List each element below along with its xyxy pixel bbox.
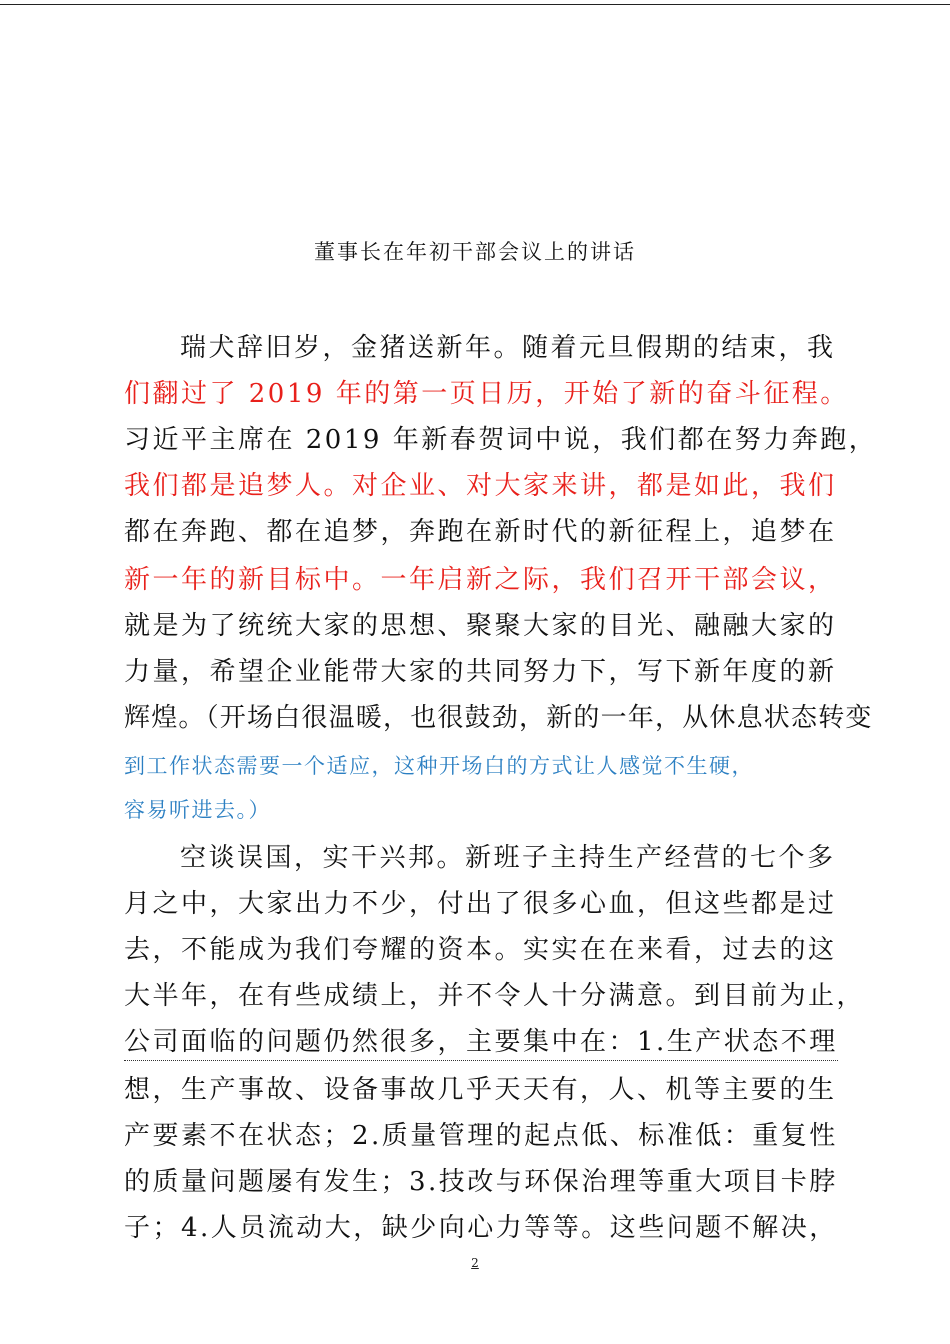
text-line: 想，生产事故、设备事故几乎天天有，人、机等主要的生 (124, 1075, 837, 1105)
text-line: 大半年，在有些成绩上，并不令人十分满意。到目前为止， (124, 981, 866, 1011)
text-line: 瑞犬辞旧岁，金猪送新年。随着元旦假期的结束，我 (180, 333, 836, 363)
header-rule (0, 4, 950, 5)
text-line: 空谈误国，实干兴邦。新班子主持生产经营的七个多 (180, 843, 836, 873)
page-number: 2 (471, 1256, 479, 1270)
highlighted-text-line: 我们都是追梦人。对企业、对大家来讲，都是如此，我们 (124, 471, 837, 501)
annotation-line: 到工作状态需要一个适应，这种开场白的方式让人感觉不生硬， (124, 754, 754, 778)
text-line: 就是为了统统大家的思想、聚聚大家的目光、融融大家的 (124, 611, 837, 641)
text-line: 产要素不在状态；2.质量管理的起点低、标准低：重复性 (124, 1121, 838, 1151)
text-line: 辉煌。（开场白很温暖，也很鼓劲，新的一年，从休息状态转变 (124, 703, 873, 733)
highlighted-text-line: 们翻过了 2019 年的第一页日历，开始了新的奋斗征程。 (124, 379, 849, 409)
text-line: 去，不能成为我们夸耀的资本。实实在在来看，过去的这 (124, 935, 837, 965)
highlighted-text-line: 新一年的新目标中。一年启新之际，我们召开干部会议， (124, 565, 837, 595)
text-line: 习近平主席在 2019 年新春贺词中说，我们都在努力奔跑， (124, 425, 878, 455)
text-line: 都在奔跑、都在追梦，奔跑在新时代的新征程上，追梦在 (124, 517, 837, 547)
page-title: 董事长在年初干部会议上的讲话 (314, 240, 636, 264)
text-line: 力量，希望企业能带大家的共同努力下，写下新年度的新 (124, 657, 837, 687)
text-line: 的质量问题屡有发生；3.技改与环保治理等重大项目卡脖 (124, 1167, 838, 1197)
text-line: 月之中，大家出力不少，付出了很多心血，但这些都是过 (124, 889, 837, 919)
annotation-line: 容易听进去。） (124, 798, 271, 822)
text-line: 子；4.人员流动大，缺少向心力等等。这些问题不解决， (124, 1213, 838, 1243)
underlined-text-line: 公司面临的问题仍然很多，主要集中在：1.生产状态不理 (124, 1024, 838, 1061)
